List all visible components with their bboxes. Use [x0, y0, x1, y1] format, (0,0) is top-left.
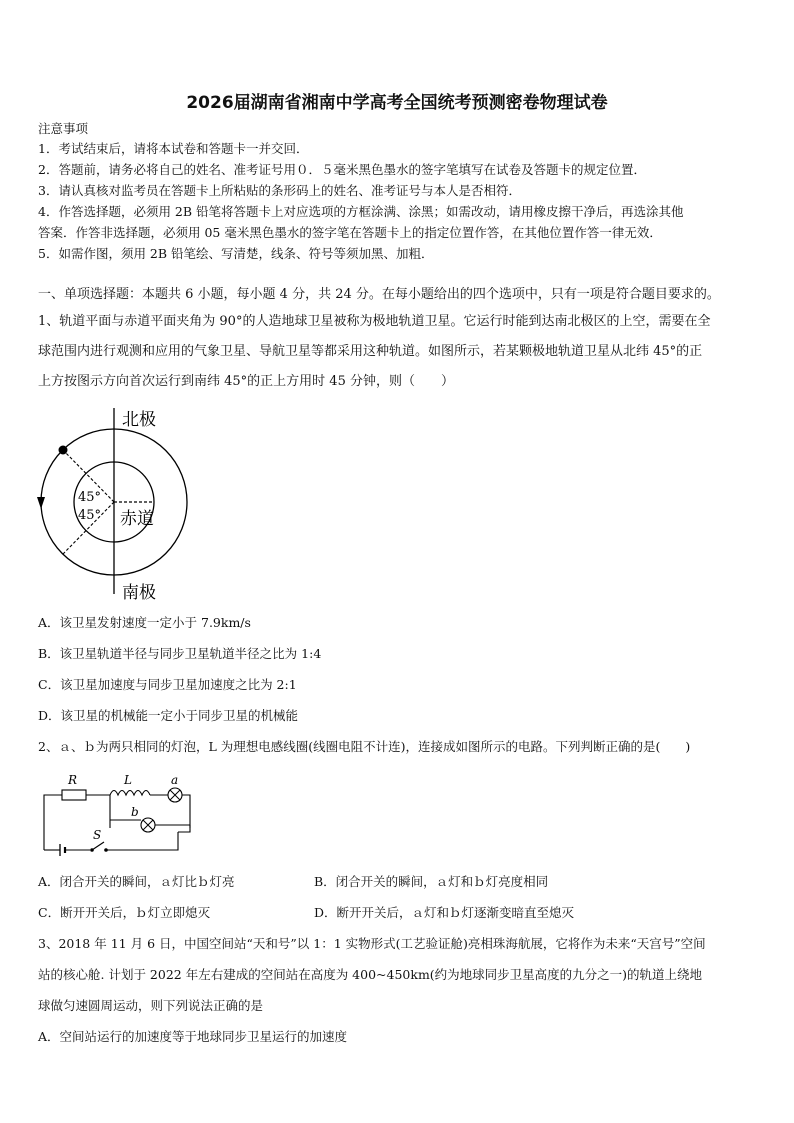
resistor-R	[62, 790, 86, 800]
notice-heading: 注意事项	[38, 121, 89, 136]
q2-option-b: B．闭合开关的瞬间，ａ灯和ｂ灯亮度相同	[314, 874, 549, 889]
question-1-line: 1、轨道平面与赤道平面夹角为 90°的人造地球卫星被称为极地轨道卫星。它运行时能到达南北极区的上空，需要在全	[38, 314, 711, 329]
wire-left	[44, 795, 62, 850]
polar-orbit-figure	[34, 400, 194, 600]
question-1-line: 球范围内进行观测和应用的气象卫星、导航卫星等都采用这种轨道。如图所示，若某颗极地轨道卫星从北纬 45°的正	[38, 344, 703, 359]
q2-option-a: A．闭合开关的瞬间，ａ灯比ｂ灯亮	[38, 874, 235, 889]
option-c: C．该卫星加速度与同步卫星加速度之比为 2:1	[38, 677, 297, 692]
wire-right	[182, 795, 190, 828]
question-3-line: 球做匀速圆周运动，则下列说法正确的是	[38, 998, 264, 1013]
label-R: R	[68, 773, 78, 787]
q2-option-c: C．断开开关后，ｂ灯立即熄灭	[38, 905, 211, 920]
wire-bottom-right	[106, 832, 178, 850]
label-S: S	[93, 828, 102, 842]
question-3-line: 站的核心舱. 计划于 2022 年左右建成的空间站在高度为 400~450km(约为地球同步卫星高度的九分之一)的轨道上绕地	[38, 967, 703, 982]
question-3-line: 3、2018 年 11 月 6 日，中国空间站“天和号”以 1：1 实物形式(工艺验证舱)亮相珠海航展，它将作为未来“天宫号”空间	[38, 936, 706, 951]
notice-item: 答案．作答非选择题，必须用 05 毫米黑色墨水的签字笔在答题卡上的指定位置作答，在其他位置作答一律无效．	[38, 225, 662, 240]
notice-item: 5．如需作图，须用 2B 铅笔绘、写清楚，线条、符号等须加黑、加粗．	[38, 246, 434, 261]
label-b: b	[131, 805, 139, 819]
question-1-line: 上方按图示方向首次运行到南纬 45°的正上方用时 45 分钟，则（ ）	[38, 374, 454, 389]
label-L: L	[124, 773, 132, 787]
notice-item: 3．请认真核对监考员在答题卡上所粘贴的条形码上的姓名、准考证号与本人是否相符．	[38, 183, 521, 198]
label-a: a	[171, 773, 179, 787]
option-a: A．该卫星发射速度一定小于 7.9km/s	[38, 615, 251, 630]
notice-item: 2．答题前，请务必将自己的姓名、准考证号用０．５毫米黑色墨水的签字笔填写在试卷及答题卡的规定位置．	[38, 162, 646, 177]
page-title: 2026届湖南省湘南中学高考全国统考预测密卷物理试卷	[186, 93, 608, 113]
section-heading: 一、单项选择题：本题共 6 小题，每小题 4 分，共 24 分。在每小题给出的四个选项中，只有一项是符合题目要求的。	[38, 287, 720, 302]
option-b: B．该卫星轨道半径与同步卫星轨道半径之比为 1:4	[38, 646, 322, 661]
angle-upper-label: 45°	[78, 490, 102, 505]
q2-option-d: D．断开开关后，ａ灯和ｂ灯逐渐变暗直至熄灭	[314, 905, 575, 920]
equator-label: 赤道	[120, 509, 154, 529]
orbit-direction-arrow	[37, 497, 45, 509]
lamp-b-cross	[143, 820, 153, 830]
q3-option-a: A．空间站运行的加速度等于地球同步卫星运行的加速度	[38, 1029, 348, 1044]
wire-b-hidden	[110, 825, 141, 828]
satellite-dot	[59, 446, 68, 455]
option-d: D．该卫星的机械能一定小于同步卫星的机械能	[38, 708, 299, 723]
inductor-L	[110, 791, 150, 796]
north-pole-label: 北极	[122, 410, 156, 430]
lamp-a-cross	[170, 790, 180, 800]
notice-item: 4．作答选择题，必须用 2B 铅笔将答题卡上对应选项的方框涂满、涂黑；如需改动，请用橡皮擦干净后，再选涂其他	[38, 204, 684, 219]
wire-right-down	[178, 825, 190, 832]
question-2-stem: 2、ａ、ｂ为两只相同的灯泡，L 为理想电感线圈(线圈电阻不计连)，连接成如图所示的电路。下列判断正确的是( )	[38, 739, 691, 754]
notice-item: 1．考试结束后，请将本试卷和答题卡一并交回．	[38, 141, 309, 156]
switch-S	[92, 842, 104, 850]
south-pole-label: 南极	[122, 583, 156, 600]
circuit-figure	[38, 770, 198, 862]
angle-lower-label: 45°	[78, 508, 102, 523]
